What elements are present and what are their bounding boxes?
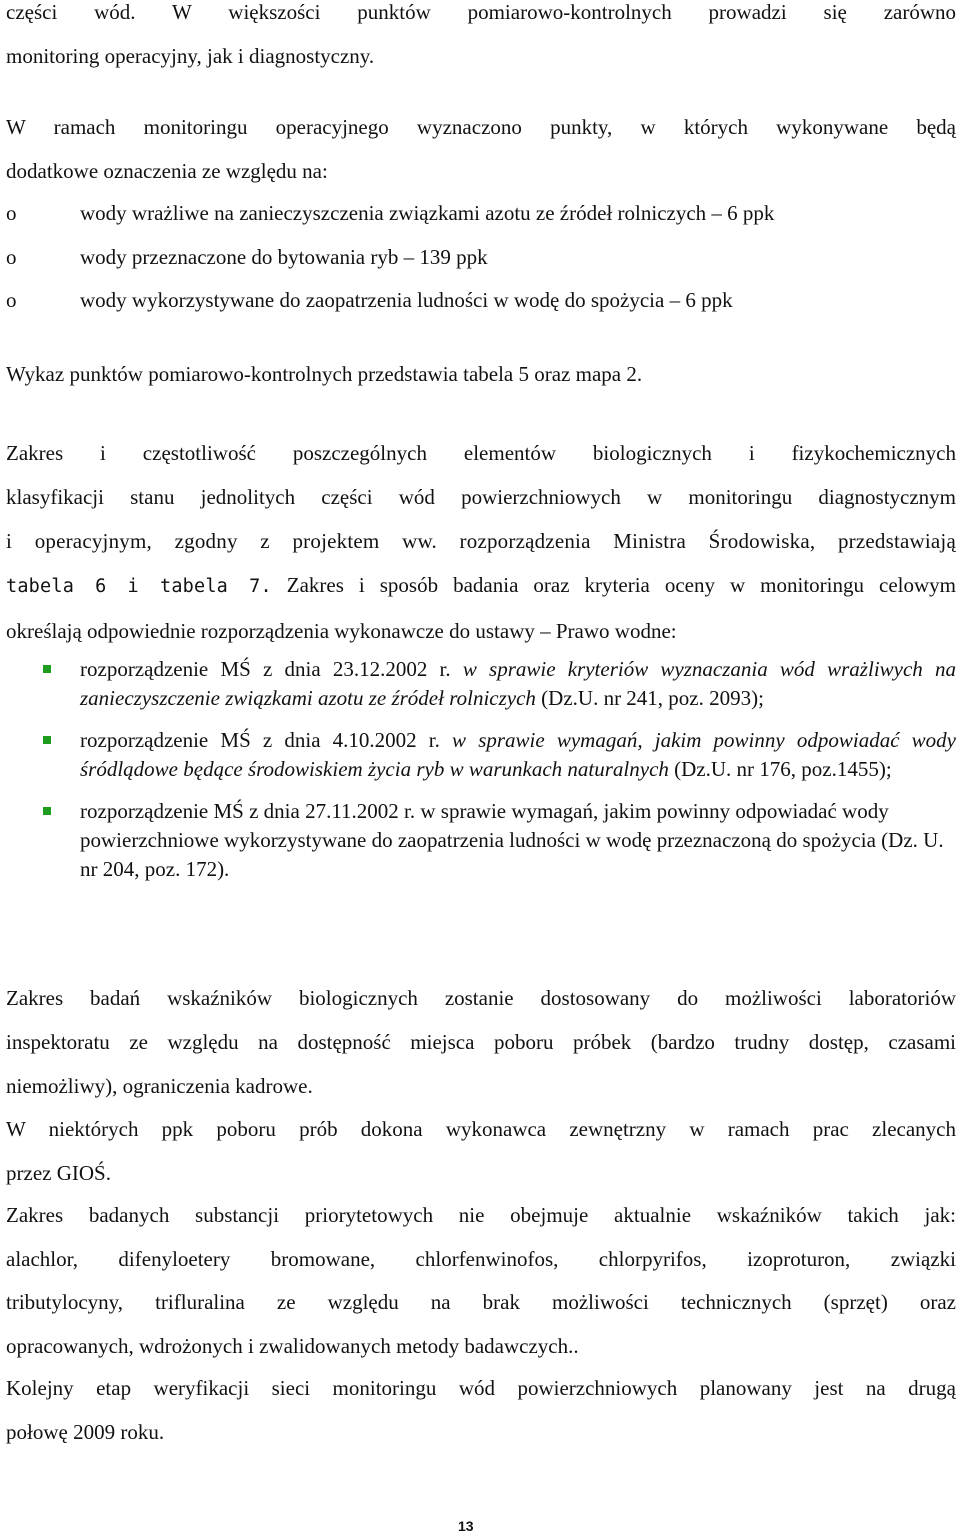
contractor-paragraph — [6, 1107, 956, 1195]
substances-line-3: tributylocyny, trifluralina ze względu na brak możliwości technicznych (sprzęt) oraz — [6, 1290, 956, 1314]
list-item-text: wody przeznaczone do bytowania ryb – 139 ppk — [80, 244, 488, 269]
wykaz-paragraph: Wykaz punktów pomiarowo-kontrolnych przedstawia tabela 5 oraz mapa 2. — [6, 362, 643, 386]
intro-line-2: monitoring operacyjny, jak i diagnostyczny. — [6, 44, 375, 68]
monitoring-line-1: W ramach monitoringu operacyjnego wyznaczono punkty, w których wykonywane będą — [6, 115, 956, 139]
list-item — [6, 279, 956, 323]
regulation-plain: rozporządzenie MŚ z dnia 27.11.2002 r. w sprawie wymagań, jakim powinny odpowiadać wody powierzchniowe wykorzystywane do zaopatrzenia ludności w wodę przeznaczoną do spożycia (Dz. U. nr 204, poz. 172). — [80, 799, 944, 881]
substances-line-4: opracowanych, wdrożonych i zwalidowanych metody badawczych.. — [6, 1333, 579, 1358]
regulation-italic: w sprawie kryteriów wyznaczania wód wrażliwych na zanieczyszczenie związkami azotu ze źródeł rolniczych — [80, 657, 956, 710]
regulation-ref: (Dz.U. nr 176, poz.1455); — [668, 757, 892, 781]
square-bullet-icon — [43, 736, 51, 744]
laboratory-line-3: niemożliwy), ograniczenia kadrowe. — [6, 1074, 313, 1098]
laboratory-line-1: Zakres badań wskaźników biologicznych zostanie dostosowany do możliwości laboratoriów — [6, 986, 956, 1010]
regulation-plain: rozporządzenie MŚ z dnia 4.10.2002 r. — [80, 728, 453, 752]
laboratory-paragraph — [6, 976, 956, 1108]
circle-bullet-icon: o — [6, 244, 17, 269]
monitoring-criteria-list — [6, 192, 956, 323]
list-item-text: wody wykorzystywane do zaopatrzenia ludności w wodę do spożycia – 6 ppk — [80, 288, 733, 312]
square-bullet-icon — [43, 665, 51, 673]
regulation-plain: rozporządzenie MŚ z dnia 23.12.2002 r. — [80, 657, 463, 681]
list-item-text: wody wrażliwe na zanieczyszczenia związkami azotu ze źródeł rolniczych – 6 ppk — [80, 201, 775, 225]
regulation-item — [6, 655, 956, 713]
square-bullet-icon — [43, 807, 51, 815]
contractor-line-1: W niektórych ppk poboru prób dokona wykonawca zewnętrzny w ramach prac zlecanych — [6, 1117, 956, 1141]
next-stage-line-2: połowę 2009 roku. — [6, 1419, 165, 1444]
regulation-ref: (Dz.U. nr 241, poz. 2093); — [535, 686, 764, 710]
list-item — [6, 236, 956, 280]
zakres-line-4-rest: Zakres i sposób badania oraz kryteria oceny w monitoringu celowym — [271, 573, 956, 597]
page-number: 13 — [458, 1518, 474, 1534]
substances-line-2: alachlor, difenyloetery bromowane, chlorfenwinofos, chlorpyrifos, izoproturon, związki — [6, 1246, 956, 1271]
regulation-item — [6, 797, 956, 884]
intro-paragraph — [6, 0, 956, 78]
regulation-italic: w sprawie wymagań, jakim powinny odpowiadać wody śródlądowe będące środowiskiem życia ryb w warunkach naturalnych — [80, 728, 956, 781]
list-item — [6, 192, 956, 236]
regulations-list — [6, 655, 956, 884]
zakres-line-1: Zakres i częstotliwość poszczególnych elementów biologicznych i fizykochemicznych — [6, 441, 956, 465]
substances-paragraph — [6, 1194, 956, 1368]
zakres-line-2: klasyfikacji stanu jednolitych części wód powierzchniowych w monitoringu diagnostycznym — [6, 485, 956, 509]
contractor-line-2: przez GIOŚ. — [6, 1161, 111, 1185]
zakres-paragraph — [6, 431, 956, 653]
laboratory-line-2: inspektoratu ze względu na dostępność miejsca poboru próbek (bardzo trudny dostęp, czasami — [6, 1030, 956, 1054]
zakres-line-4-mono: tabela 6 i tabela 7. — [6, 576, 272, 597]
zakres-line-3: i operacyjnym, zgodny z projektem ww. rozporządzenia Ministra Środowiska, przedstawiają — [6, 529, 956, 553]
circle-bullet-icon: o — [6, 201, 17, 225]
zakres-line-4 — [6, 563, 956, 609]
monitoring-line-2: dodatkowe oznaczenia ze względu na: — [6, 159, 328, 183]
regulation-item — [6, 726, 956, 784]
monitoring-paragraph — [6, 105, 956, 193]
intro-line-1: części wód. W większości punktów pomiarowo-kontrolnych prowadzi się zarówno — [6, 0, 956, 24]
circle-bullet-icon: o — [6, 288, 17, 312]
next-stage-paragraph — [6, 1367, 956, 1454]
next-stage-line-1: Kolejny etap weryfikacji sieci monitoringu wód powierzchniowych planowany jest na drugą — [6, 1376, 956, 1400]
zakres-line-5: określają odpowiednie rozporządzenia wykonawcze do ustawy – Prawo wodne: — [6, 619, 677, 643]
substances-line-1: Zakres badanych substancji priorytetowych nie obejmuje aktualnie wskaźników takich jak: — [6, 1203, 956, 1227]
